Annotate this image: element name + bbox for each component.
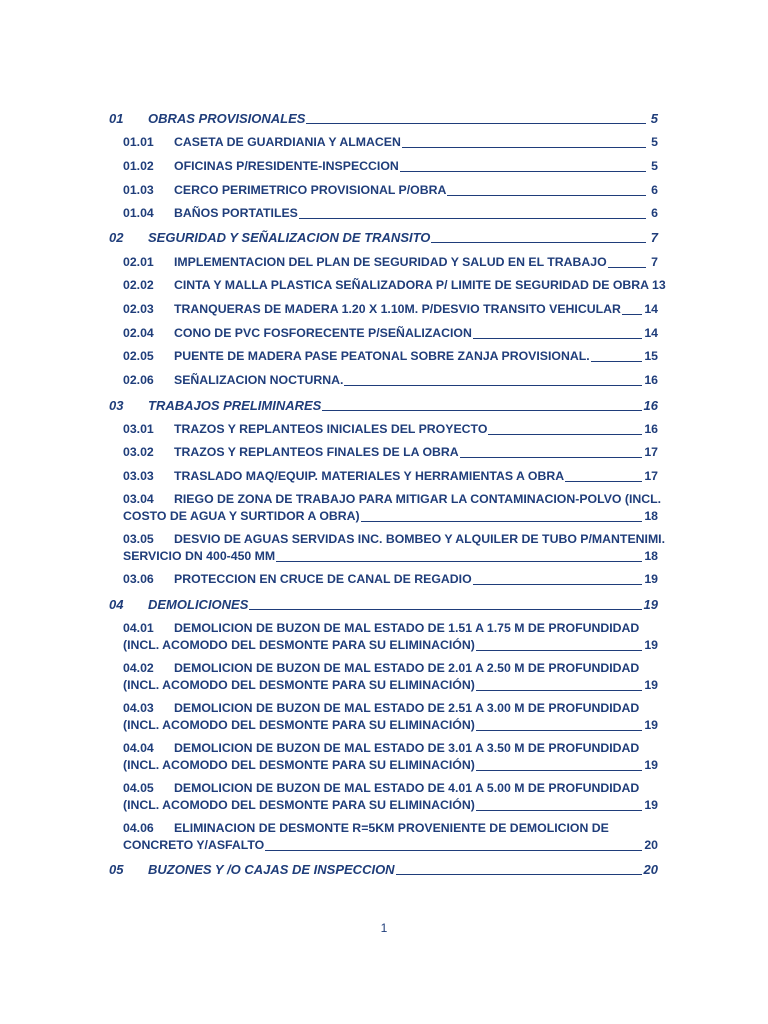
toc-page-number: 14: [644, 326, 658, 340]
toc-leader: [460, 444, 643, 458]
toc-subsection[interactable]: [123, 700, 658, 734]
toc-leader: [306, 110, 646, 124]
toc-number: 03.05: [123, 532, 154, 546]
toc-page-number: 13: [652, 278, 666, 292]
toc-number: 03.03: [123, 469, 154, 483]
toc-title: TRASLADO MAQ/EQUIP. MATERIALES Y HERRAMIENTAS A OBRA: [174, 469, 565, 483]
toc-leader: [591, 348, 643, 362]
toc-title-continued: COSTO DE AGUA Y SURTIDOR A OBRA): [123, 509, 360, 523]
toc-leader: [299, 205, 646, 219]
toc-leader: [396, 861, 642, 875]
toc-page-number: 7: [651, 255, 658, 269]
toc-leader: [622, 301, 642, 315]
toc-title: CINTA Y MALLA PLASTICA SEÑALIZADORA P/ LIMITE DE SEGURIDAD DE OBRA: [174, 278, 650, 292]
toc-subsection[interactable]: [123, 468, 658, 485]
toc-page-number: 19: [644, 758, 658, 772]
toc-leader: [476, 797, 642, 811]
toc-number: 02.06: [123, 373, 154, 387]
toc-title-continued: (INCL. ACOMODO DEL DESMONTE PARA SU ELIMINACIÓN): [123, 638, 475, 652]
toc-number: 02.05: [123, 349, 154, 363]
toc-leader: [476, 637, 642, 651]
toc-page-number: 16: [644, 422, 658, 436]
toc-title: TRAZOS Y REPLANTEOS FINALES DE LA OBRA: [174, 445, 459, 459]
toc-leader: [473, 325, 642, 339]
toc-subsection[interactable]: [123, 372, 658, 389]
toc-title-continued: (INCL. ACOMODO DEL DESMONTE PARA SU ELIMINACIÓN): [123, 718, 475, 732]
toc-number: 02.01: [123, 255, 154, 269]
toc-page-number: 20: [643, 862, 658, 877]
toc-title: PUENTE DE MADERA PASE PEATONAL SOBRE ZANJA PROVISIONAL.: [174, 349, 590, 363]
toc-leader: [402, 134, 646, 148]
toc-page-number: 19: [644, 678, 658, 692]
toc-number: 01.02: [123, 159, 154, 173]
toc-subsection[interactable]: [123, 491, 662, 525]
toc-subsection[interactable]: [123, 254, 658, 271]
toc-title: CONO DE PVC FOSFORECENTE P/SEÑALIZACION: [174, 326, 472, 340]
toc-number: 04.05: [123, 781, 154, 795]
toc-page-number: 18: [644, 509, 658, 523]
toc-number: 02.03: [123, 302, 154, 316]
toc-subsection[interactable]: [123, 660, 658, 694]
toc-page-number: 17: [644, 445, 658, 459]
toc-subsection[interactable]: [123, 301, 658, 318]
toc-leader: [473, 571, 643, 585]
toc-section[interactable]: [109, 229, 658, 246]
page-number: 1: [380, 921, 388, 935]
toc-title: SEÑALIZACION NOCTURNA.: [174, 373, 344, 387]
toc-leader: [322, 397, 641, 411]
toc-number: 03.06: [123, 572, 154, 586]
toc-page-number: 6: [651, 183, 658, 197]
toc-title: DESVIO DE AGUAS SERVIDAS INC. BOMBEO Y ALQUILER DE TUBO P/MANTENIMI.: [174, 532, 666, 546]
toc-section[interactable]: [109, 861, 658, 878]
toc-page-number: 18: [644, 549, 658, 563]
toc-page-number: 6: [651, 206, 658, 220]
toc-title-continued: CONCRETO Y/ASFALTO: [123, 838, 265, 852]
toc-number: 04.02: [123, 661, 154, 675]
toc-title: TRAZOS Y REPLANTEOS INICIALES DEL PROYECTO: [174, 422, 488, 436]
toc-number: 04.01: [123, 621, 154, 635]
toc-leader: [565, 468, 642, 482]
toc-number: 03.01: [123, 422, 154, 436]
toc-leader: [476, 757, 642, 771]
toc-leader: [276, 548, 642, 562]
toc-number: 05: [109, 862, 124, 877]
toc-section[interactable]: [109, 110, 658, 127]
toc-page-number: 5: [651, 135, 658, 149]
toc-title: SEGURIDAD Y SEÑALIZACION DE TRANSITO: [148, 230, 431, 245]
toc-title: DEMOLICION DE BUZON DE MAL ESTADO DE 1.51 A 1.75 M DE PROFUNDIDAD: [174, 621, 640, 635]
toc-subsection[interactable]: [123, 134, 658, 151]
toc-subsection[interactable]: [123, 571, 658, 588]
toc-number: 02: [109, 230, 124, 245]
toc-title: ELIMINACION DE DESMONTE R=5KM PROVENIENTE DE DEMOLICION DE: [174, 821, 609, 835]
toc-subsection[interactable]: [123, 182, 658, 199]
toc-subsection[interactable]: [123, 421, 658, 438]
toc-page-number: 5: [650, 111, 658, 126]
toc-subsection[interactable]: [123, 205, 658, 222]
toc-leader: [344, 372, 642, 386]
toc-subsection[interactable]: [123, 348, 658, 365]
toc-number: 03.04: [123, 492, 154, 506]
toc-page-number: 16: [643, 398, 658, 413]
toc-page-number: 16: [644, 373, 658, 387]
toc-title: IMPLEMENTACION DEL PLAN DE SEGURIDAD Y SALUD EN EL TRABAJO: [174, 255, 607, 269]
toc-number: 01.01: [123, 135, 154, 149]
toc-subsection[interactable]: [123, 820, 658, 854]
toc-title: CASETA DE GUARDIANIA Y ALMACEN: [174, 135, 401, 149]
toc-number: 04.06: [123, 821, 154, 835]
toc-title-continued: SERVICIO DN 400-450 MM: [123, 549, 276, 563]
toc-number: 01.04: [123, 206, 154, 220]
toc-title: DEMOLICIONES: [148, 597, 249, 612]
toc-number: 03: [109, 398, 124, 413]
toc-subsection[interactable]: [123, 444, 658, 461]
toc-title: OBRAS PROVISIONALES: [148, 111, 306, 126]
toc-leader: [476, 717, 642, 731]
toc-page-number: 17: [644, 469, 658, 483]
toc-number: 02.02: [123, 278, 154, 292]
toc-leader: [361, 508, 643, 522]
toc-title-continued: (INCL. ACOMODO DEL DESMONTE PARA SU ELIMINACIÓN): [123, 678, 475, 692]
toc-page-number: 5: [651, 159, 658, 173]
toc-title: TRABAJOS PRELIMINARES: [148, 398, 322, 413]
toc-number: 04.03: [123, 701, 154, 715]
toc-page-number: 19: [644, 572, 658, 586]
toc-title: DEMOLICION DE BUZON DE MAL ESTADO DE 2.51 A 3.00 M DE PROFUNDIDAD: [174, 701, 640, 715]
toc-leader: [447, 182, 646, 196]
toc-title: CERCO PERIMETRICO PROVISIONAL P/OBRA: [174, 183, 447, 197]
toc-title-continued: (INCL. ACOMODO DEL DESMONTE PARA SU ELIMINACIÓN): [123, 798, 475, 812]
toc-title: PROTECCION EN CRUCE DE CANAL DE REGADIO: [174, 572, 472, 586]
toc-leader: [608, 254, 646, 268]
toc-leader: [249, 596, 641, 610]
toc-subsection[interactable]: [123, 277, 666, 294]
toc-title: BAÑOS PORTATILES: [174, 206, 298, 220]
toc-leader: [265, 837, 642, 851]
toc-subsection[interactable]: [123, 325, 658, 342]
toc-number: 04.04: [123, 741, 154, 755]
toc-subsection[interactable]: [123, 158, 658, 175]
toc-page-number: 19: [644, 638, 658, 652]
toc-title: BUZONES Y /O CAJAS DE INSPECCION: [148, 862, 395, 877]
toc-page-number: 7: [650, 230, 658, 245]
toc-subsection[interactable]: [123, 780, 658, 814]
toc-leader: [488, 421, 642, 435]
toc-number: 02.04: [123, 326, 154, 340]
toc-title: DEMOLICION DE BUZON DE MAL ESTADO DE 2.01 A 2.50 M DE PROFUNDIDAD: [174, 661, 640, 675]
toc-title-continued: (INCL. ACOMODO DEL DESMONTE PARA SU ELIMINACIÓN): [123, 758, 475, 772]
toc-page-number: 19: [643, 597, 658, 612]
toc-number: 01: [109, 111, 124, 126]
toc-section[interactable]: [109, 596, 658, 613]
toc-leader: [431, 229, 646, 243]
toc-page-number: 14: [644, 302, 658, 316]
toc-page-number: 20: [644, 838, 658, 852]
toc-number: 03.02: [123, 445, 154, 459]
toc-title: DEMOLICION DE BUZON DE MAL ESTADO DE 4.01 A 5.00 M DE PROFUNDIDAD: [174, 781, 640, 795]
toc-subsection[interactable]: [123, 740, 658, 774]
toc-number: 01.03: [123, 183, 154, 197]
toc-subsection[interactable]: [123, 620, 658, 654]
toc-page-number: 15: [644, 349, 658, 363]
toc-page-number: 19: [644, 718, 658, 732]
toc-title: TRANQUERAS DE MADERA 1.20 X 1.10M. P/DESVIO TRANSITO VEHICULAR: [174, 302, 621, 316]
toc-leader: [476, 677, 642, 691]
toc-title: OFICINAS P/RESIDENTE-INSPECCION: [174, 159, 399, 173]
toc-number: 04: [109, 597, 124, 612]
toc-page-number: 19: [644, 798, 658, 812]
toc-subsection[interactable]: [123, 531, 666, 565]
toc-section[interactable]: [109, 397, 658, 414]
toc-leader: [400, 158, 646, 172]
toc-title: RIEGO DE ZONA DE TRABAJO PARA MITIGAR LA CONTAMINACION-POLVO (INCL.: [174, 492, 662, 506]
toc-title: DEMOLICION DE BUZON DE MAL ESTADO DE 3.01 A 3.50 M DE PROFUNDIDAD: [174, 741, 640, 755]
